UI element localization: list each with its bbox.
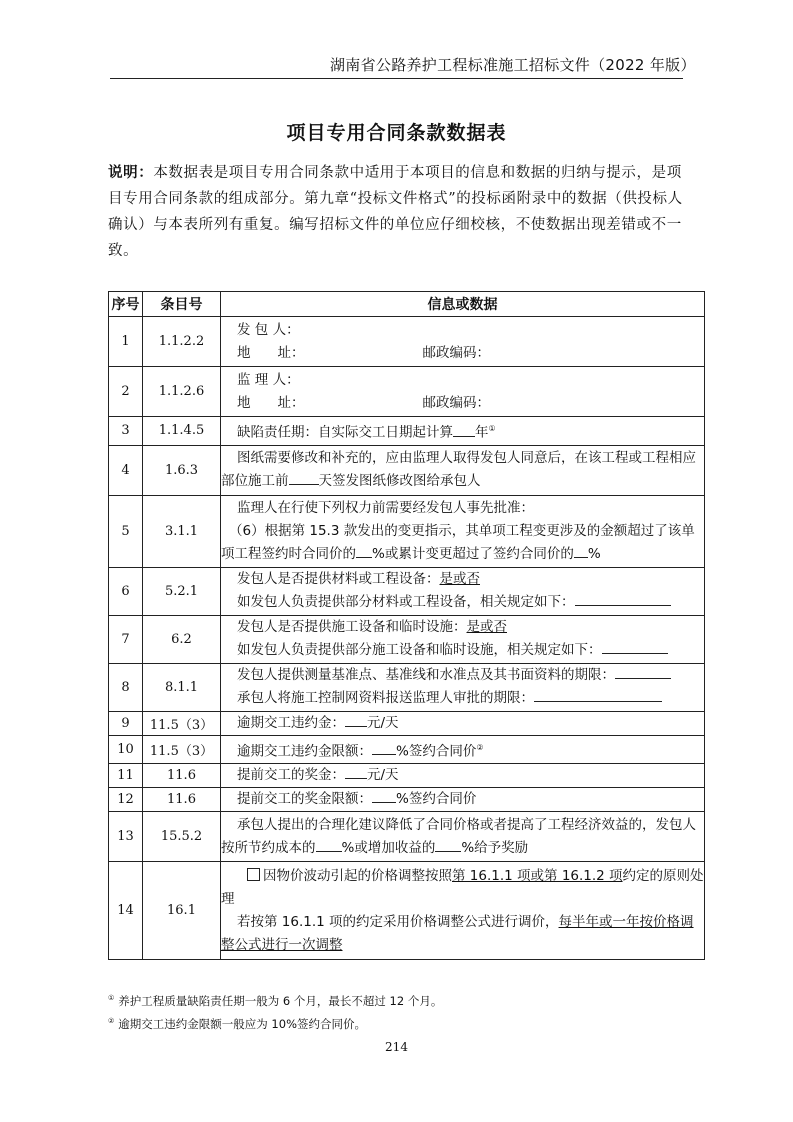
row-info: 发包人是否提供施工设备和临时设施：是或否 如发包人负责提供部分施工设备和临时设施，相关规定如下：: [221, 615, 705, 663]
row-clause: 11.5（3）: [143, 735, 221, 764]
header-no: 序号: [109, 292, 143, 317]
fill-blank: [602, 639, 668, 654]
checkbox-icon[interactable]: [247, 868, 260, 881]
postcode-label: 邮政编码：: [422, 344, 490, 361]
fill-blank: [345, 764, 367, 779]
contract-data-table: [108, 291, 705, 960]
row-info: 逾期交工违约金： 元/天: [221, 711, 705, 735]
supervisor-label: 监 理 人：: [237, 371, 300, 388]
table-row: [109, 812, 705, 862]
fill-blank: [534, 687, 662, 702]
running-header: 湖南省公路养护工程标准施工招标文件（2022 年版）: [330, 56, 696, 74]
row-no: 6: [109, 567, 143, 615]
row-info: 发包人提供测量基准点、基准线和水准点及其书面资料的期限： 承包人将施工控制网资料报送监理人审批的期限：: [221, 663, 705, 711]
table-row: [109, 788, 705, 812]
fill-blank: [615, 664, 671, 679]
yes-or-no-option: 是或否: [439, 571, 480, 587]
table-row: [109, 615, 705, 663]
row-no: 5: [109, 495, 143, 567]
clause-option: 第 16.1.1 项或第 16.1.2 项: [452, 867, 623, 884]
row-no: 13: [109, 812, 143, 862]
table-row: [109, 663, 705, 711]
row-info: [221, 367, 705, 417]
page-number: 214: [385, 1040, 408, 1054]
explanation-label: 说明：: [108, 165, 154, 181]
row-clause: 11.6: [143, 764, 221, 788]
table-row: [109, 735, 705, 764]
row-no: 1: [109, 317, 143, 367]
postcode-label: 邮政编码：: [422, 394, 490, 411]
row-clause: 1.1.2.6: [143, 367, 221, 417]
row-info: 图纸需要修改和补充的，应由监理人取得发包人同意后，在该工程或工程相应部位施工前 天签发图纸修改图给承包人: [221, 445, 705, 495]
row-info: 监理人在行使下列权力前需要经发包人事先批准： （6）根据第 15.3 款发出的变更指示，其单项工程变更涉及的金额超过了该单项工程签约时合同价的 %或累计变更超过了签约合同价的 %: [221, 495, 705, 567]
row-clause: 11.5（3）: [143, 711, 221, 735]
row-clause: 15.5.2: [143, 812, 221, 862]
employer-label: 发 包 人：: [237, 321, 300, 338]
row-info: 提前交工的奖金限额： %签约合同价: [221, 788, 705, 812]
row-clause: 11.6: [143, 788, 221, 812]
fill-blank: [575, 591, 671, 606]
footnote: ② 逾期交工违约金限额一般应为 10%签约合同价。: [108, 1016, 366, 1031]
row-no: 4: [109, 445, 143, 495]
header-clause: 条目号: [143, 292, 221, 317]
table-row: [109, 862, 705, 960]
explanation-paragraph: [108, 160, 690, 264]
row-clause: 16.1: [143, 862, 221, 960]
row-info: 逾期交工违约金限额： %签约合同价②: [221, 735, 705, 764]
table-row: [109, 764, 705, 788]
fill-blank: [453, 422, 475, 437]
row-info: 因物价波动引起的价格调整按照第 16.1.1 项或第 16.1.2 项约定的原则处理 若按第 16.1.1 项的约定采用价格调整公式进行调价，每半年或一年按价格调整公式进行一次调整: [221, 862, 705, 960]
row-clause: 1.6.3: [143, 445, 221, 495]
row-no: 3: [109, 417, 143, 446]
row-info: 缺陷责任期：自实际交工日期起计算 年①: [221, 417, 705, 446]
fill-blank: [345, 712, 367, 727]
page-title: 项目专用合同条款数据表: [286, 122, 507, 144]
address-label: 地 址：: [237, 394, 305, 411]
explanation-text: 本数据表是项目专用合同条款中适用于本项目的信息和数据的归纳与提示，是项目专用合同条款的组成部分。第九章“投标文件格式”的投标函附录中的数据（供投标人确认）与本表所列有重复。编写招标文件的单位应仔细校核，不使数据出现差错或不一致。: [108, 165, 683, 259]
fill-blank: [372, 740, 396, 755]
row-clause: 3.1.1: [143, 495, 221, 567]
table-row: [109, 445, 705, 495]
table-row: [109, 317, 705, 367]
row-no: 8: [109, 663, 143, 711]
row-no: 7: [109, 615, 143, 663]
adjustment-option: 每半年或一年按价格调整公式进行一次调整: [221, 913, 694, 953]
footnotes: [108, 988, 442, 1034]
row-info: 承包人提出的合理化建议降低了合同价格或者提高了工程经济效益的，发包人按所节约成本的 %或增加收益的 %给予奖励: [221, 812, 705, 862]
row-no: 10: [109, 735, 143, 764]
fill-blank: [316, 837, 342, 852]
fill-blank: [356, 543, 372, 558]
row-clause: 1.1.4.5: [143, 417, 221, 446]
row-info: 发包人是否提供材料或工程设备：是或否 如发包人负责提供部分材料或工程设备，相关规定如下：: [221, 567, 705, 615]
footnote: ① 养护工程质量缺陷责任期一般为 6 个月，最长不超过 12 个月。: [108, 993, 443, 1008]
row-no: 2: [109, 367, 143, 417]
table-row: [109, 711, 705, 735]
row-clause: 8.1.1: [143, 663, 221, 711]
row-clause: 1.1.2.2: [143, 317, 221, 367]
table-header-row: [109, 292, 705, 317]
footnote-mark: ①: [488, 424, 496, 433]
row-clause: 5.2.1: [143, 567, 221, 615]
header-info: 信息或数据: [221, 292, 705, 317]
row-info: [221, 317, 705, 367]
row-no: 12: [109, 788, 143, 812]
row-no: 11: [109, 764, 143, 788]
table-row: [109, 367, 705, 417]
row-info: 提前交工的奖金： 元/天: [221, 764, 705, 788]
row-no: 14: [109, 862, 143, 960]
fill-blank: [574, 543, 588, 558]
table-row: [109, 495, 705, 567]
footnote-mark: ②: [476, 742, 484, 752]
fill-blank: [372, 788, 396, 803]
header-rule: [110, 78, 683, 79]
row-clause: 6.2: [143, 615, 221, 663]
yes-or-no-option: 是或否: [466, 619, 507, 635]
fill-blank: [289, 470, 319, 485]
row-no: 9: [109, 711, 143, 735]
table-row: [109, 417, 705, 446]
address-label: 地 址：: [237, 344, 305, 361]
table-row: [109, 567, 705, 615]
fill-blank: [435, 837, 461, 852]
